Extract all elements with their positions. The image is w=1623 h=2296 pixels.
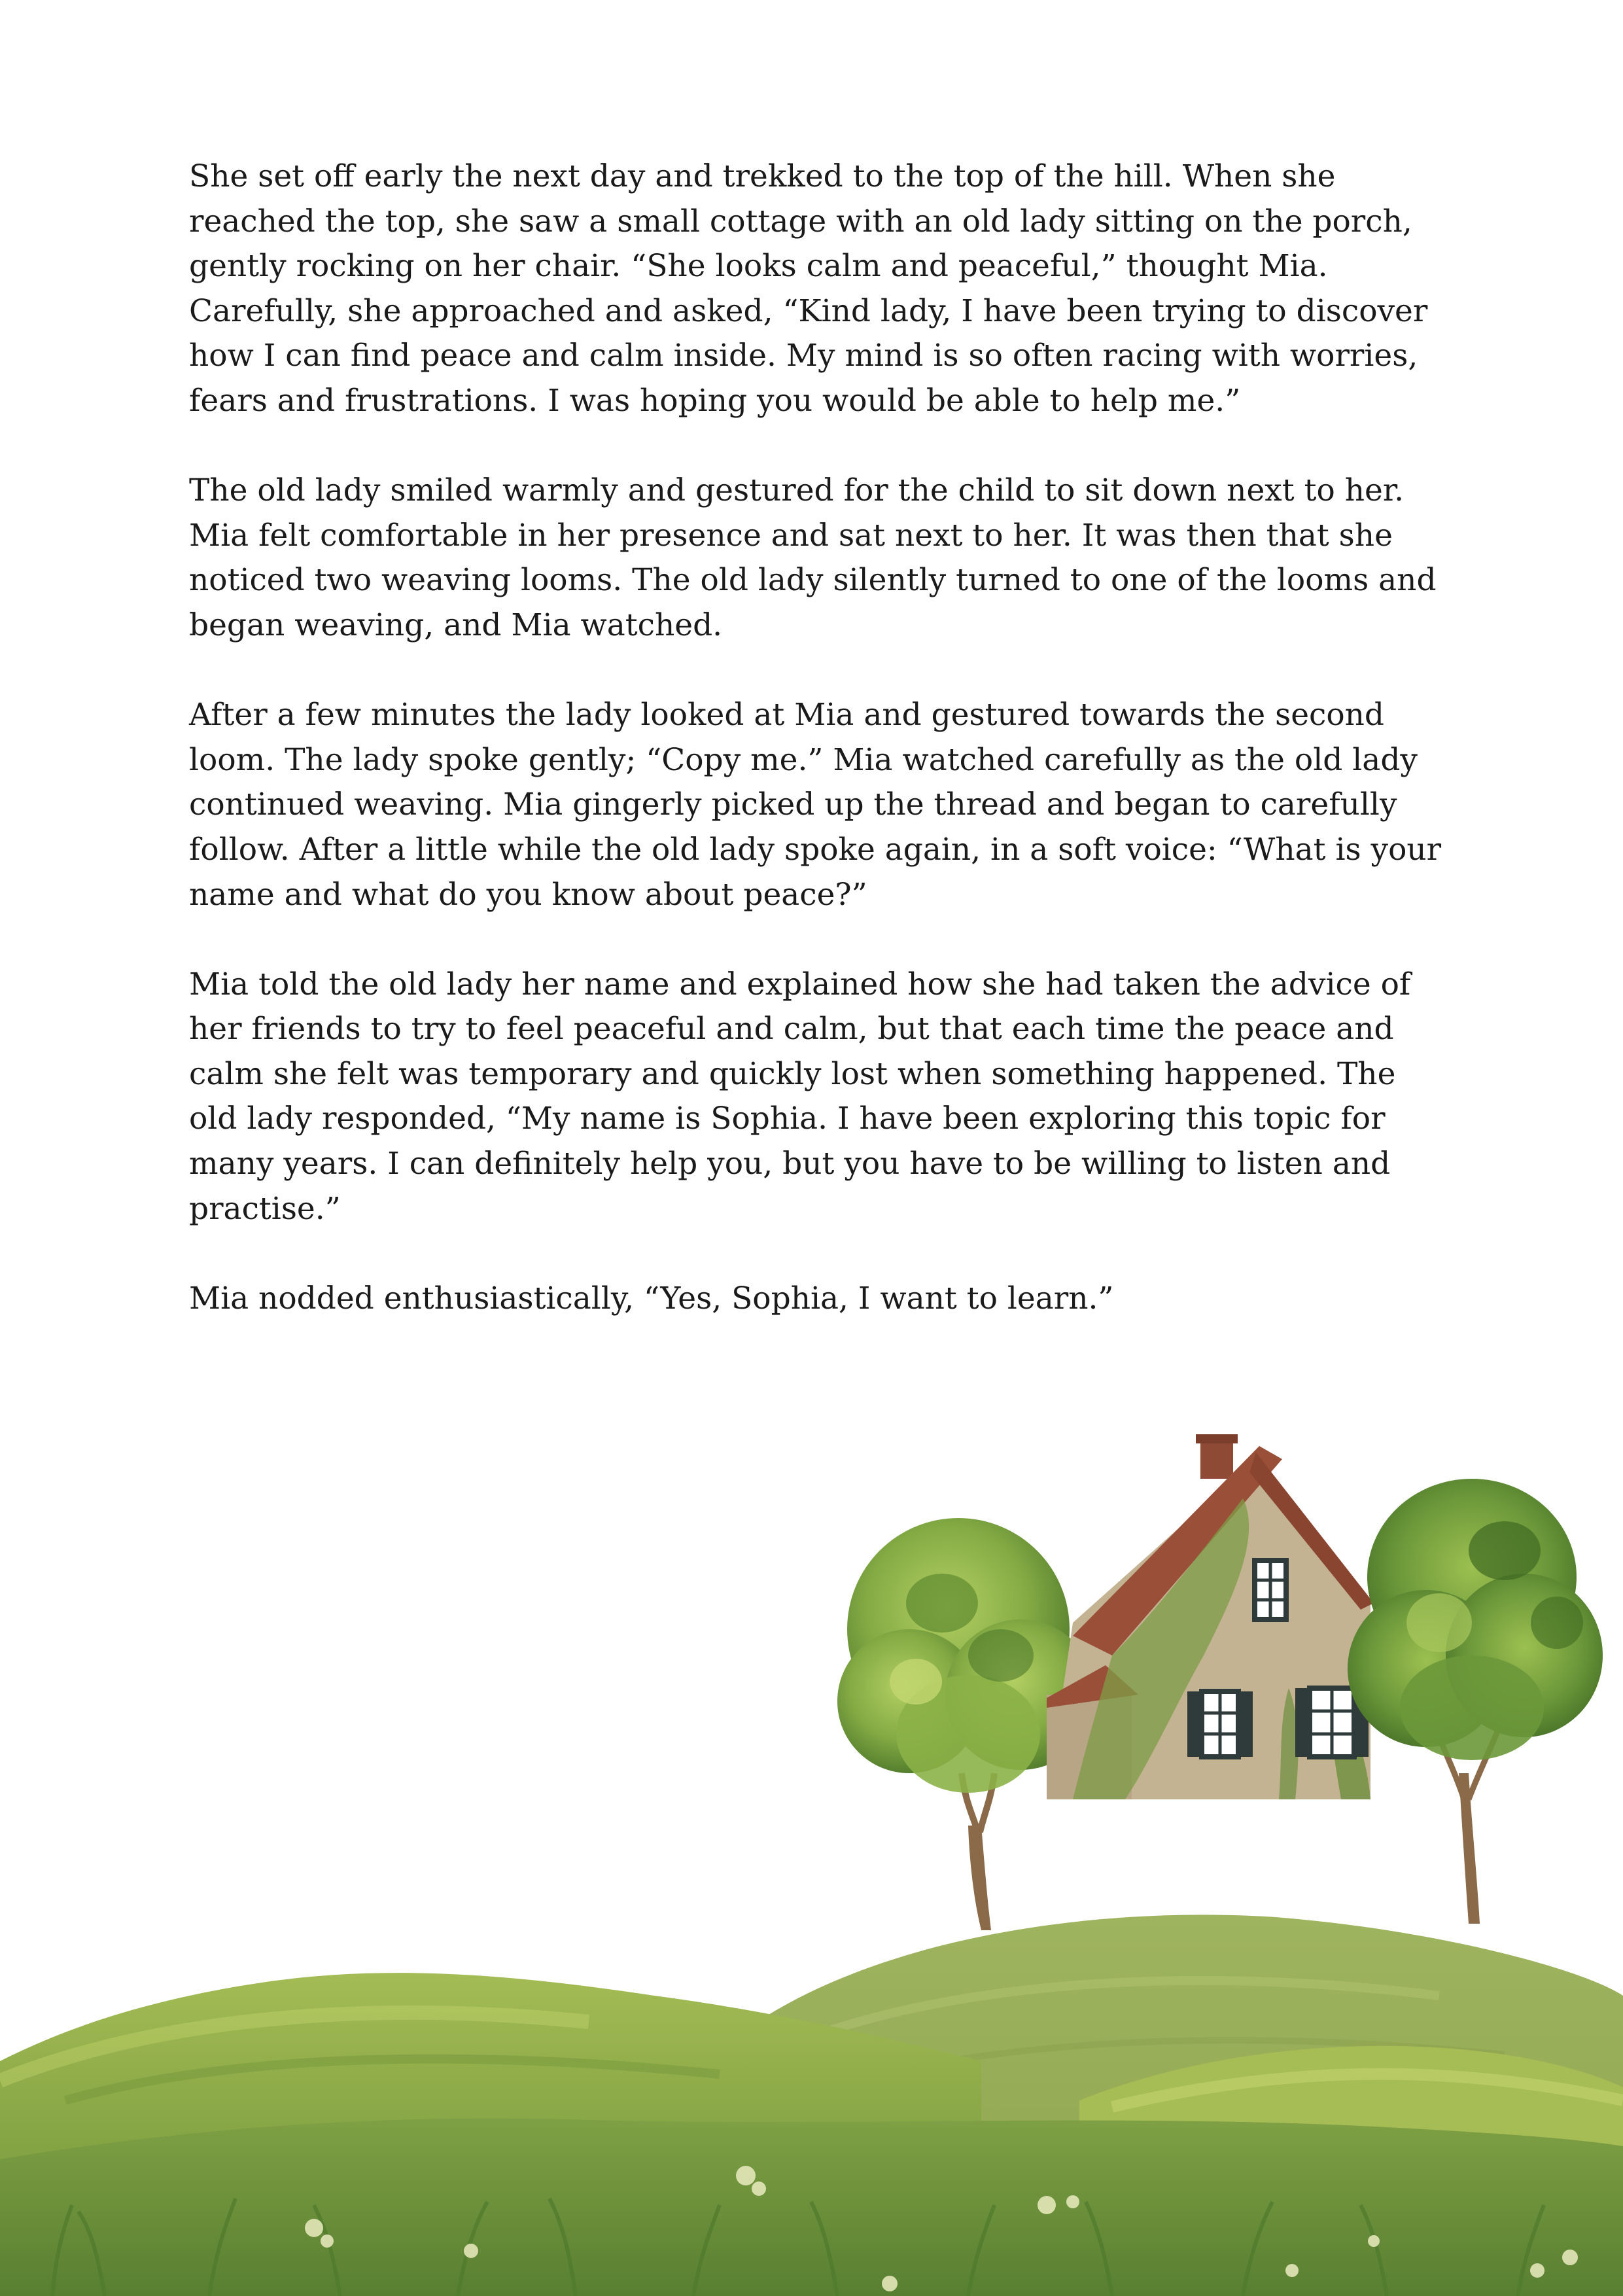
cottage-hill-illustration — [0, 1407, 1623, 2296]
paragraph-5: Mia nodded enthusiastically, “Yes, Sophia, I want to learn.” — [189, 1280, 1114, 1316]
paragraph-4: Mia told the old lady her name and explained how she had taken the advice of her friends to try to feel peaceful and calm, but that each time the peace and calm she felt was temporary and quickly lost when something happened. The old lady responded, “My name is Sophia. I have been exploring this topic for many years. I can definitely help you, but you have to be willing to listen and practise.” — [189, 966, 1411, 1227]
story-text — [189, 154, 1452, 1366]
paragraph-2: The old lady smiled warmly and gestured for the child to sit down next to her. Mia felt comfortable in her presence and sat next to her. It was then that she noticed two weaving looms. The old lady silently turned to one of the looms and began weaving, and Mia watched. — [189, 472, 1437, 643]
cottage-icon — [1047, 1434, 1374, 1799]
foreground-grass — [0, 2119, 1623, 2296]
paragraph-3: After a few minutes the lady looked at Mia and gestured towards the second loom. The lady spoke gently; “Copy me.” Mia watched carefully as the old lady continued weaving. Mia gingerly picked up the thread and began to carefully follow. After a little while the old lady spoke again, in a soft voice: “What is your name and what do you know about peace?” — [189, 697, 1442, 913]
right-tree-icon — [1348, 1479, 1603, 1924]
paragraph-1: She set off early the next day and trekked to the top of the hill. When she reached the top, she saw a small cottage with an old lady sitting on the porch, gently rocking on her chair. “She looks calm and peaceful,” thought Mia. Carefully, she approached and asked, “Kind lady, I have been trying to discover how I can find peace and calm inside. My mind is so often racing with worries, fears and frustrations. I was hoping you would be able to help me.” — [189, 158, 1428, 419]
